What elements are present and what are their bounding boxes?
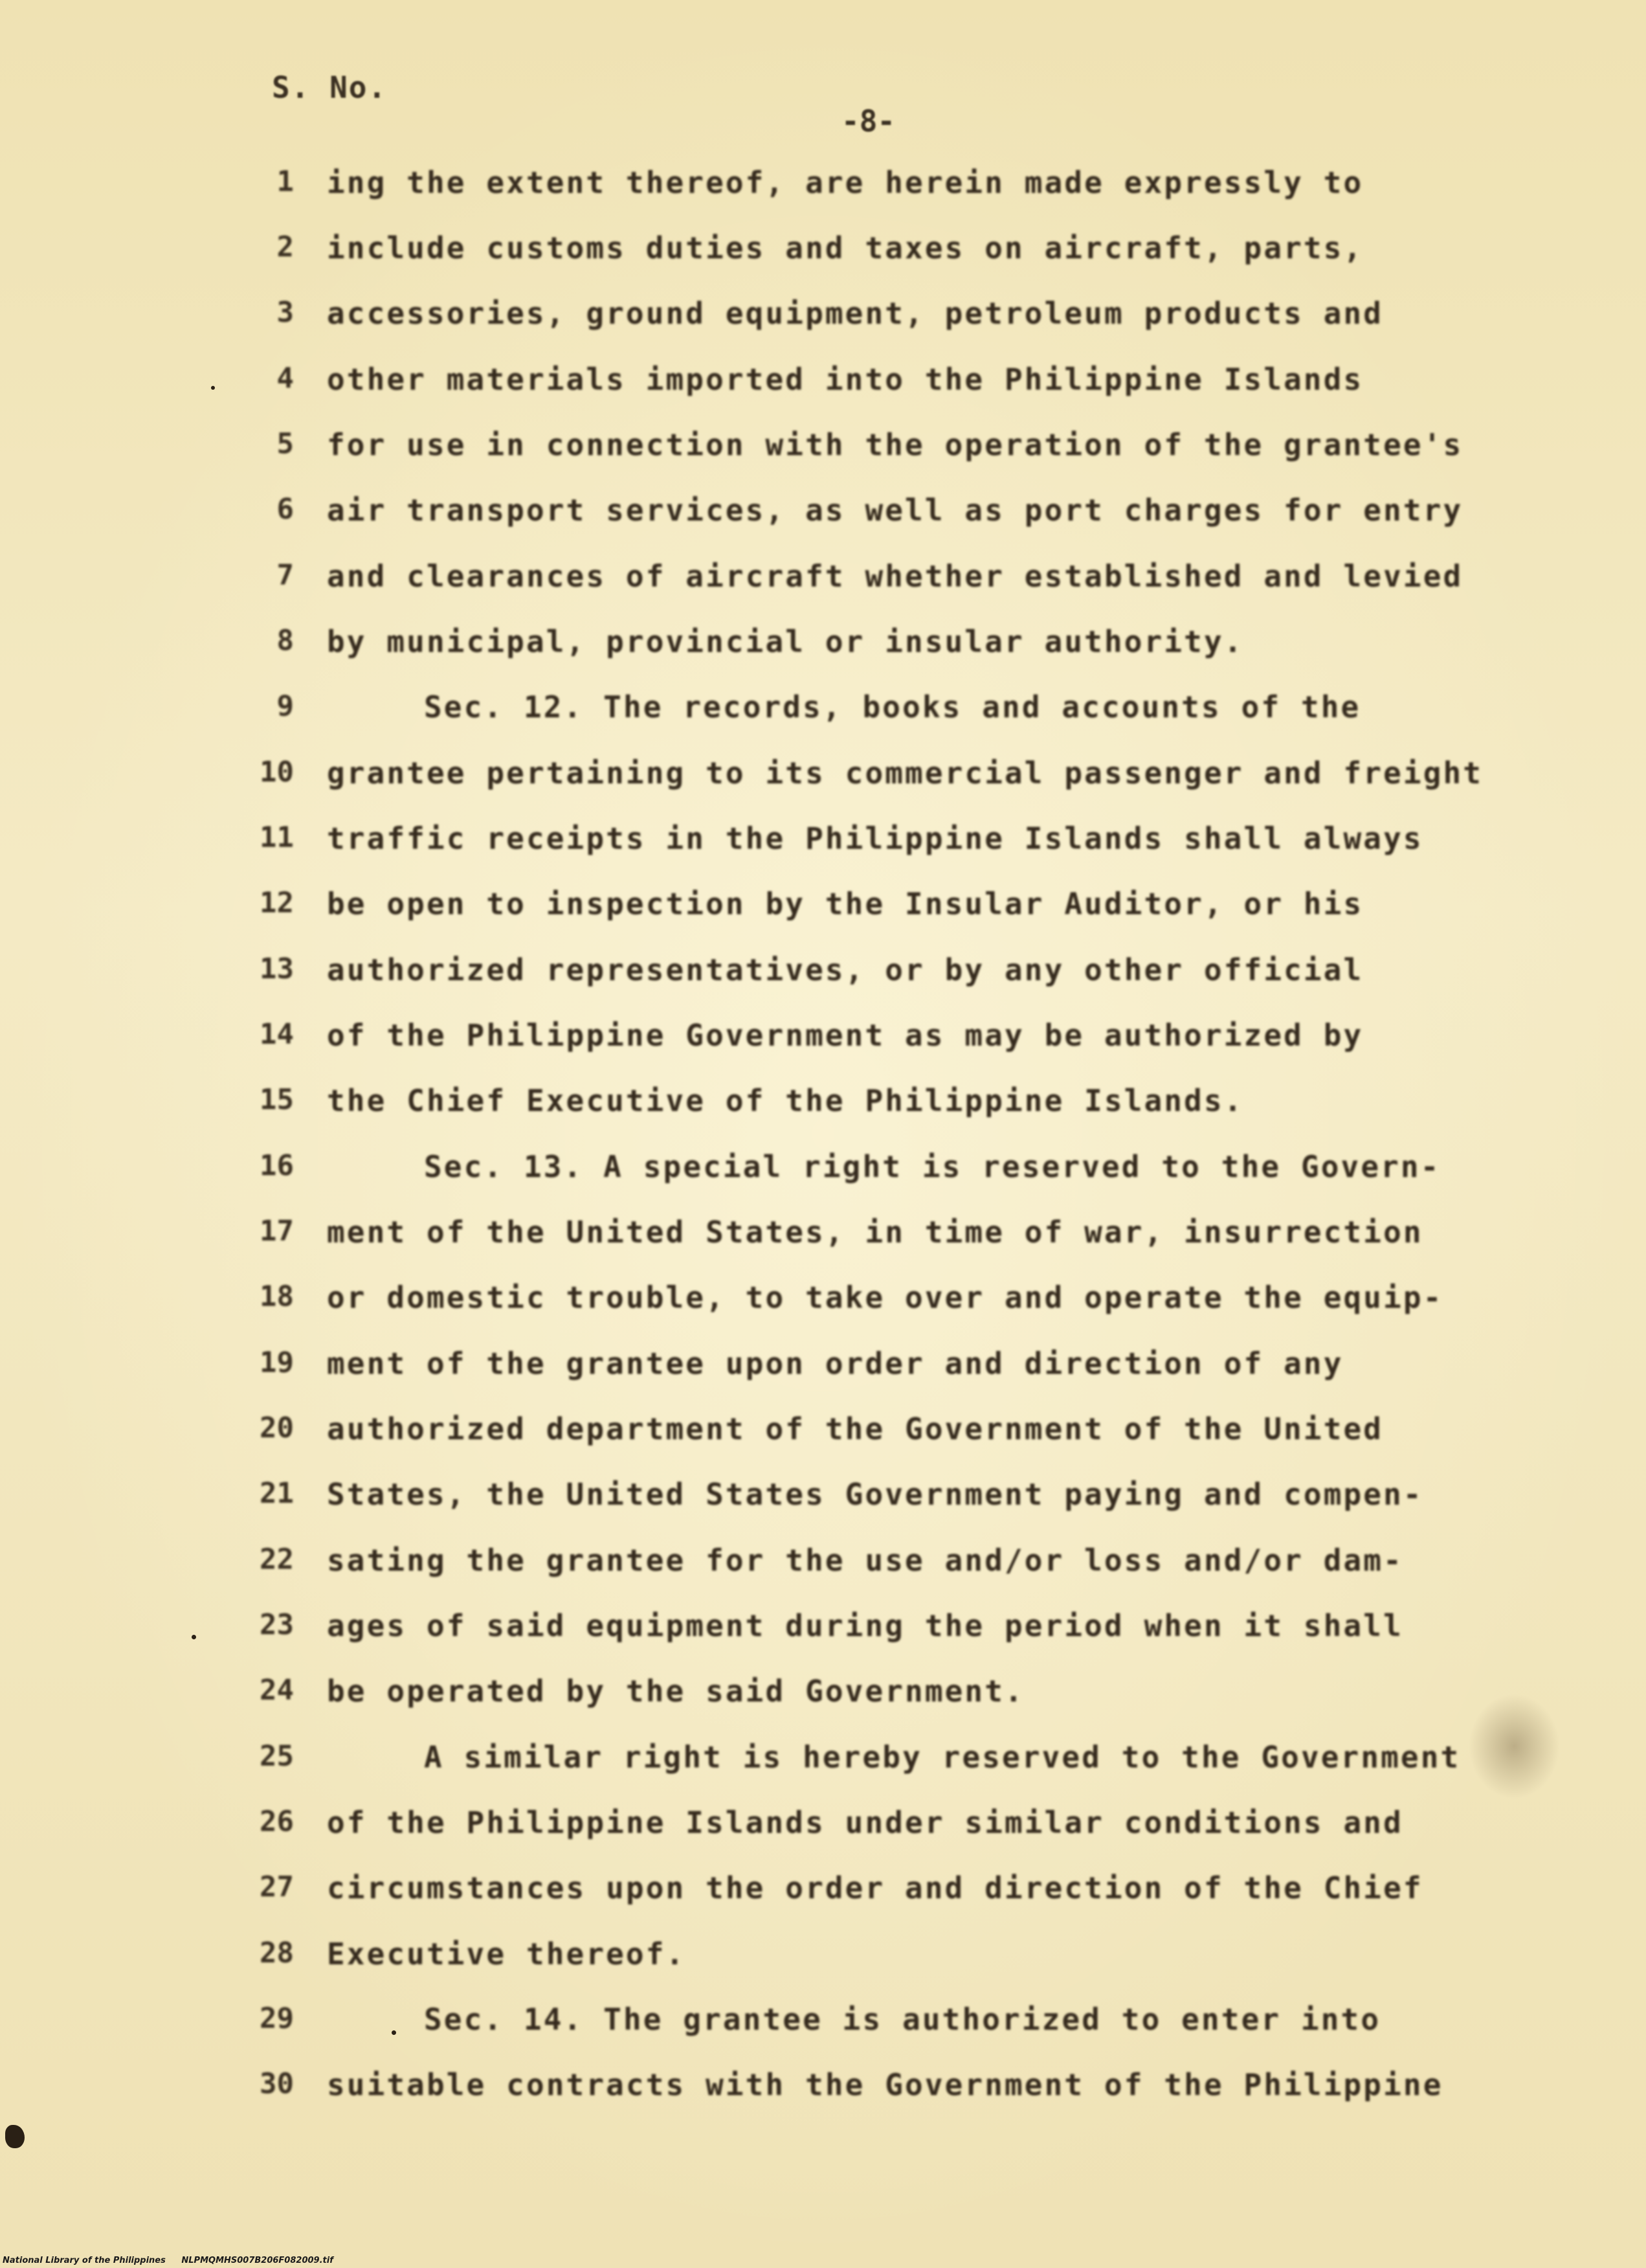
- text-line: [0, 1805, 1646, 1857]
- text-line: [0, 756, 1646, 807]
- text-line: [0, 165, 1646, 217]
- ink-speck: [192, 1635, 196, 1639]
- text-line: [0, 1674, 1646, 1725]
- line-number: 7: [276, 559, 294, 592]
- line-number: 10: [260, 756, 294, 789]
- line-number: 17: [260, 1215, 294, 1248]
- text-line: [0, 362, 1646, 414]
- line-number: 23: [260, 1608, 294, 1641]
- line-number: 24: [260, 1674, 294, 1707]
- line-number: 1: [276, 165, 294, 198]
- text-line: [0, 1411, 1646, 1463]
- text-line: [0, 1280, 1646, 1332]
- line-number: 18: [260, 1280, 294, 1313]
- line-number: 25: [260, 1740, 294, 1773]
- line-text: States, the United States Government paying and compen-: [327, 1477, 1423, 1512]
- text-line: [0, 493, 1646, 545]
- page-number: -8-: [841, 104, 896, 139]
- line-number: 30: [260, 2067, 294, 2100]
- line-number: 19: [260, 1346, 294, 1379]
- line-text: traffic receipts in the Philippine Islands shall always: [327, 821, 1423, 856]
- text-line: [0, 1608, 1646, 1660]
- line-text: be operated by the said Government.: [327, 1674, 1025, 1709]
- line-number: 6: [276, 493, 294, 526]
- line-text: Executive thereof.: [327, 1937, 686, 1971]
- line-text: and clearances of aircraft whether established and levied: [327, 559, 1463, 594]
- line-number: 28: [260, 1937, 294, 1970]
- line-number: 27: [260, 1870, 294, 1903]
- text-line: [0, 230, 1646, 282]
- line-number: 29: [260, 2002, 294, 2035]
- line-number: 4: [276, 362, 294, 395]
- line-number: 15: [260, 1083, 294, 1116]
- line-text: or domestic trouble, to take over and operate the equip-: [327, 1280, 1443, 1315]
- line-number: 12: [260, 886, 294, 919]
- line-number: 22: [260, 1543, 294, 1576]
- line-text: authorized department of the Government of the United: [327, 1411, 1384, 1446]
- line-number: 3: [276, 296, 294, 329]
- line-number: 20: [260, 1411, 294, 1444]
- text-line: [0, 1215, 1646, 1266]
- footer-institution: National Library of the Philippines: [3, 2256, 166, 2265]
- text-line: [0, 1083, 1646, 1135]
- text-line: [0, 2067, 1646, 2119]
- line-text: ages of said equipment during the period when it shall: [327, 1608, 1403, 1643]
- text-line: [0, 690, 1646, 741]
- text-line: [0, 821, 1646, 873]
- line-text: other materials imported into the Philippine Islands: [327, 362, 1364, 397]
- text-line: [0, 559, 1646, 611]
- senate-number-header: S. No.: [272, 70, 388, 105]
- line-text: of the Philippine Government as may be authorized by: [327, 1018, 1364, 1053]
- line-number: 2: [276, 230, 294, 264]
- line-number: 13: [260, 952, 294, 985]
- line-number: 26: [260, 1805, 294, 1838]
- line-number: 11: [260, 821, 294, 854]
- text-line: [0, 1149, 1646, 1201]
- line-text: for use in connection with the operation of the grantee's: [327, 427, 1463, 462]
- line-text: sating the grantee for the use and/or loss and/or dam-: [327, 1543, 1403, 1578]
- text-line: [0, 1740, 1646, 1791]
- ink-speck: [211, 386, 215, 390]
- archive-footer: [3, 2256, 346, 2265]
- line-text: Sec. 14. The grantee is authorized to enter into: [424, 2002, 1381, 2037]
- line-text: ing the extent thereof, are herein made expressly to: [327, 165, 1364, 200]
- line-text: by municipal, provincial or insular authority.: [327, 624, 1244, 659]
- line-number: 5: [276, 427, 294, 460]
- line-number: 16: [260, 1149, 294, 1182]
- line-text: Sec. 13. A special right is reserved to the Govern-: [424, 1149, 1441, 1184]
- text-line: [0, 1477, 1646, 1529]
- line-text: A similar right is hereby reserved to the Government: [424, 1740, 1461, 1775]
- text-line: [0, 2002, 1646, 2054]
- footer-file-id: NLPMQMHS007B206F082009.tif: [181, 2256, 333, 2265]
- line-text: ment of the grantee upon order and direction of any: [327, 1346, 1344, 1381]
- line-text: the Chief Executive of the Philippine Islands.: [327, 1083, 1244, 1118]
- text-line: [0, 296, 1646, 348]
- line-text: of the Philippine Islands under similar conditions and: [327, 1805, 1403, 1840]
- text-line: [0, 1937, 1646, 1988]
- text-line: [0, 952, 1646, 1004]
- line-text: air transport services, as well as port charges for entry: [327, 493, 1463, 528]
- text-line: [0, 1018, 1646, 1070]
- line-number: 9: [276, 690, 294, 723]
- text-line: [0, 1346, 1646, 1398]
- line-text: include customs duties and taxes on aircraft, parts,: [327, 230, 1364, 265]
- line-text: authorized representatives, or by any other official: [327, 952, 1364, 987]
- ink-speck: [392, 2030, 396, 2035]
- ink-speck: [5, 2125, 25, 2148]
- text-line: [0, 427, 1646, 479]
- line-number: 8: [276, 624, 294, 657]
- line-number: 21: [260, 1477, 294, 1510]
- line-text: be open to inspection by the Insular Auditor, or his: [327, 886, 1364, 921]
- text-line: [0, 624, 1646, 676]
- line-text: accessories, ground equipment, petroleum products and: [327, 296, 1384, 331]
- text-line: [0, 1543, 1646, 1595]
- text-line: [0, 1870, 1646, 1922]
- line-number: 14: [260, 1018, 294, 1051]
- line-text: Sec. 12. The records, books and accounts of the: [424, 690, 1361, 724]
- line-text: grantee pertaining to its commercial passenger and freight: [327, 756, 1484, 791]
- text-line: [0, 886, 1646, 938]
- line-text: suitable contracts with the Government of the Philippine: [327, 2067, 1443, 2102]
- line-text: circumstances upon the order and direction of the Chief: [327, 1870, 1423, 1905]
- line-text: ment of the United States, in time of war, insurrection: [327, 1215, 1423, 1250]
